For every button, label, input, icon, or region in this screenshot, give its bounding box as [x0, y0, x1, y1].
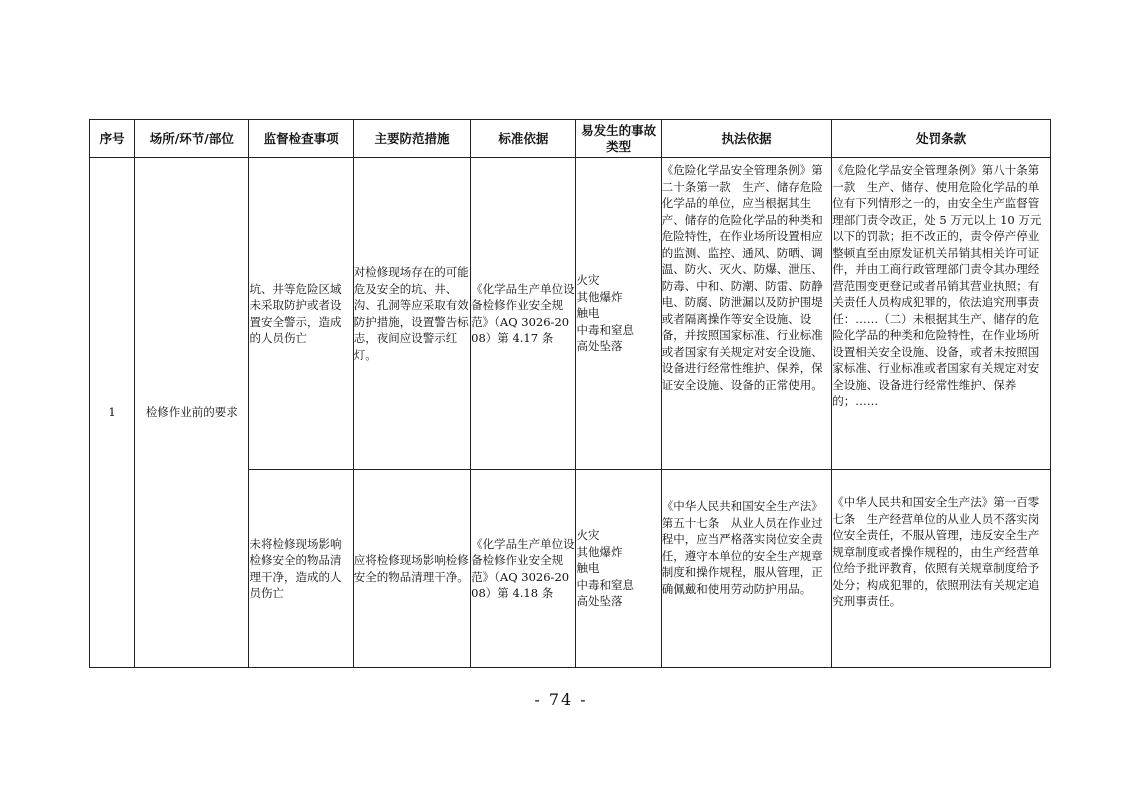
place-cell: 检修作业前的要求: [135, 158, 249, 668]
accident-types-cell: [576, 470, 661, 668]
legal-basis-cell: 《中华人民共和国安全生产法》第五十七条 从业人员在作业过程中，应当严格落实岗位安全责任，遵守本单位的安全生产规章制度和操作规程，服从管理，正确佩戴和使用劳动防护用品。: [661, 470, 832, 668]
accident-type: 中毒和窒息: [576, 322, 634, 337]
accident-type: 其他爆炸: [576, 544, 623, 559]
page-number: - 74 -: [534, 690, 588, 709]
accident-type: 触电: [576, 306, 600, 321]
accident-type: 中毒和窒息: [576, 577, 634, 592]
header-seq: 序号: [90, 120, 135, 158]
table-row: [90, 158, 1051, 470]
accident-type: 火灾: [576, 528, 600, 543]
header-legal-basis: 执法依据: [661, 120, 832, 158]
accident-type: 其他爆炸: [576, 289, 623, 304]
accident-type: 火灾: [576, 273, 600, 288]
measure-cell: 应将检修现场影响检修安全的物品清理干净。: [353, 470, 470, 668]
item-cell: 坑、井等危险区域未采取防护或者设置安全警示，造成的人员伤亡: [249, 158, 353, 470]
header-row: [90, 120, 1051, 158]
inspection-table: [89, 119, 1051, 668]
accident-type: 触电: [576, 561, 600, 576]
measure-cell: 对检修现场存在的可能危及安全的坑、井、沟、孔洞等应采取有效防护措施，设置警告标志，夜间应设警示红灯。: [353, 158, 470, 470]
standard-cell: 《化学品生产单位设备检修作业安全规范》（AQ 3026-2008）第 4.17 条: [471, 158, 576, 470]
seq-cell: 1: [90, 158, 135, 668]
header-standard: 标准依据: [471, 120, 576, 158]
accident-type: 高处坠落: [576, 339, 623, 354]
accident-types-cell: [576, 158, 661, 470]
header-measure: 主要防范措施: [353, 120, 470, 158]
standard-cell: 《化学品生产单位设备检修作业安全规范》（AQ 3026-2008）第 4.18 条: [471, 470, 576, 668]
header-place: 场所/环节/部位: [135, 120, 249, 158]
legal-basis-cell: 《危险化学品安全管理条例》第二十条第一款 生产、储存危险化学品的单位，应当根据其生产、储存的危险化学品的种类和危险特性，在作业场所设置相应的监测、监控、通风、防晒、调温、防火、灭火、防爆、泄压、防毒、中和、防潮、防雷、防静电、防腐、防泄漏以及防护围堤或者隔离操作等安全设施、设备，并按照国家标准、行业标准或者国家有关规定对安全设施、设备进行经常性维护、保养，保证安全设施、设备的正常使用。: [661, 158, 832, 470]
penalty-cell: 《危险化学品安全管理条例》第八十条第一款 生产、储存、使用危险化学品的单位有下列情形之一的，由安全生产监督管理部门责令改正，处 5 万元以上 10 万元以下的罚款；拒不改正的，责令停产停业整顿直至由原发证机关吊销其相关许可证件，并由工商行政管理部门责令其办理经营范围变更登记或者吊销其营业执照；有关责任人员构成犯罪的，依法追究刑事责任：……（二）未根据其生产、储存的危险化学品的种类和危险特性，在作业场所设置相关安全设施、设备，或者未按照国家标准、行业标准或者国家有关规定对安全设施、设备进行经常性维护、保养的；……: [832, 158, 1051, 470]
item-cell: 未将检修现场影响检修安全的物品清理干净，造成的人员伤亡: [249, 470, 353, 668]
accident-type: 高处坠落: [576, 594, 623, 609]
header-penalty: 处罚条款: [832, 120, 1051, 158]
penalty-cell: 《中华人民共和国安全生产法》第一百零七条 生产经营单位的从业人员不落实岗位安全责任，不服从管理，违反安全生产规章制度或者操作规程的，由生产经营单位给予批评教育，依照有关规章制度给予处分；构成犯罪的，依照刑法有关规定追究刑事责任。: [832, 470, 1051, 668]
header-item: 监督检查事项: [249, 120, 353, 158]
header-accident-type: 易发生的事故类型: [576, 120, 661, 158]
